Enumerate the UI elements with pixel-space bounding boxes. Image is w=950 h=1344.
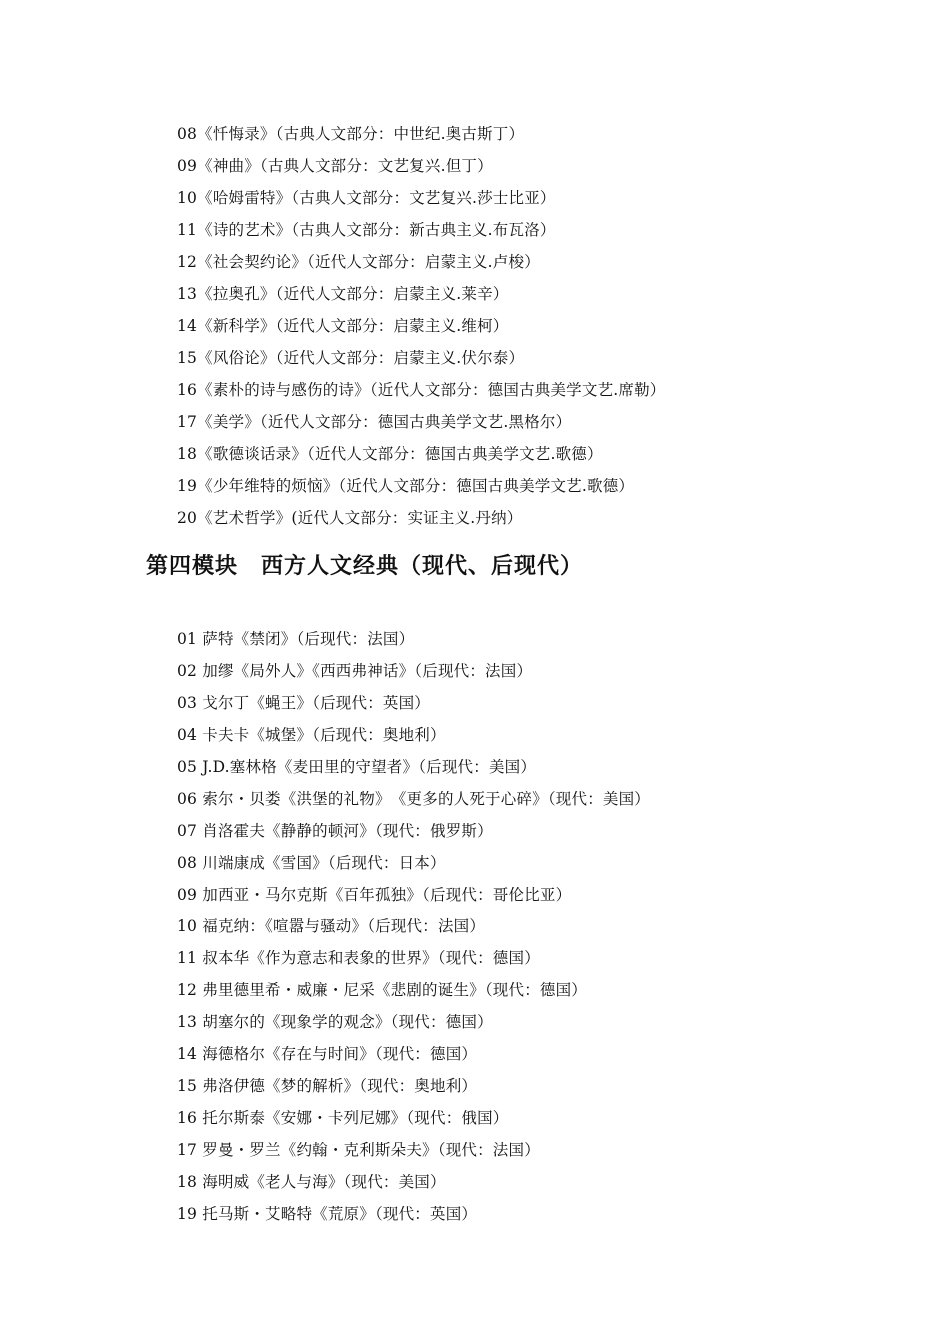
list-item: 18 海明威《老人与海》（现代：美国）	[177, 1172, 446, 1191]
list-item: 19 托马斯・艾略特《荒原》（现代：英国）	[177, 1204, 478, 1223]
list-item: 18《歌德谈话录》（近代人文部分：德国古典美学文艺.歌德）	[177, 445, 603, 463]
list-item: 13 胡塞尔的《现象学的观念》（现代：德国）	[177, 1013, 493, 1032]
list-item: 09《神曲》（古典人文部分：文艺复兴.但丁）	[177, 157, 493, 175]
list-item: 14《新科学》（近代人文部分：启蒙主义.维柯）	[177, 317, 509, 335]
list-item: 03 戈尔丁《蝇王》（后现代：英国）	[177, 693, 431, 712]
list-item: 19《少年维特的烦恼》（近代人文部分：德国古典美学文艺.歌德）	[177, 477, 635, 495]
list-item: 15《风俗论》（近代人文部分：启蒙主义.伏尔泰）	[177, 349, 525, 367]
list-item: 12《社会契约论》（近代人文部分：启蒙主义.卢梭）	[177, 253, 540, 271]
list-item: 12 弗里德里希・威廉・尼采《悲剧的诞生》（现代：德国）	[177, 981, 588, 1000]
list-item: 11《诗的艺术》（古典人文部分：新古典主义.布瓦洛）	[177, 221, 556, 239]
list-item: 10《哈姆雷特》（古典人文部分：文艺复兴.莎士比亚）	[177, 189, 556, 207]
list-item: 20《艺术哲学》(近代人文部分：实证主义.丹纳）	[177, 509, 523, 527]
module-four-heading: 第四模块 西方人文经典（现代、后现代）	[146, 554, 584, 579]
list-item: 13《拉奥孔》（近代人文部分：启蒙主义.莱辛）	[177, 285, 509, 303]
list-item: 05 J.D.塞林格《麦田里的守望者》（后现代：美国）	[177, 757, 537, 776]
list-item: 15 弗洛伊德《梦的解析》（现代：奥地利）	[177, 1077, 478, 1096]
list-item: 01 萨特《禁闭》（后现代：法国）	[177, 630, 415, 648]
list-item: 09 加西亚・马尔克斯《百年孤独》（后现代：哥伦比亚）	[177, 885, 572, 904]
list-item: 06 索尔・贝娄《洪堡的礼物》 《更多的人死于心碎》（现代：美国）	[177, 789, 651, 808]
list-item: 10 福克纳：《喧嚣与骚动》（后现代：法国）	[177, 917, 486, 936]
list-item: 02 加缪《局外人》《西西弗神话》（后现代：法国）	[177, 661, 533, 680]
western-classics-list-continued	[177, 118, 666, 534]
list-item: 16 托尔斯泰《安娜・卡列尼娜》（现代：俄国）	[177, 1109, 509, 1128]
list-item: 17《美学》（近代人文部分：德国古典美学文艺.黑格尔）	[177, 413, 572, 431]
list-item: 16《素朴的诗与感伤的诗》（近代人文部分：德国古典美学文艺.席勒）	[177, 381, 666, 399]
list-item: 04 卡夫卡《城堡》（后现代：奥地利）	[177, 725, 446, 744]
module-four-book-list	[177, 624, 650, 1231]
list-item: 07 肖洛霍夫《静静的顿河》（现代：俄罗斯）	[177, 821, 493, 840]
list-item: 11 叔本华《作为意志和表象的世界》（现代：德国）	[177, 949, 540, 968]
list-item: 14 海德格尔《存在与时间》（现代：德国）	[177, 1045, 478, 1064]
list-item: 08 川端康成《雪国》（后现代：日本）	[177, 853, 446, 872]
list-item: 08《忏悔录》（古典人文部分：中世纪.奥古斯丁）	[177, 125, 525, 143]
list-item: 17 罗曼・罗兰《约翰・克利斯朵夫》（现代：法国）	[177, 1141, 540, 1159]
